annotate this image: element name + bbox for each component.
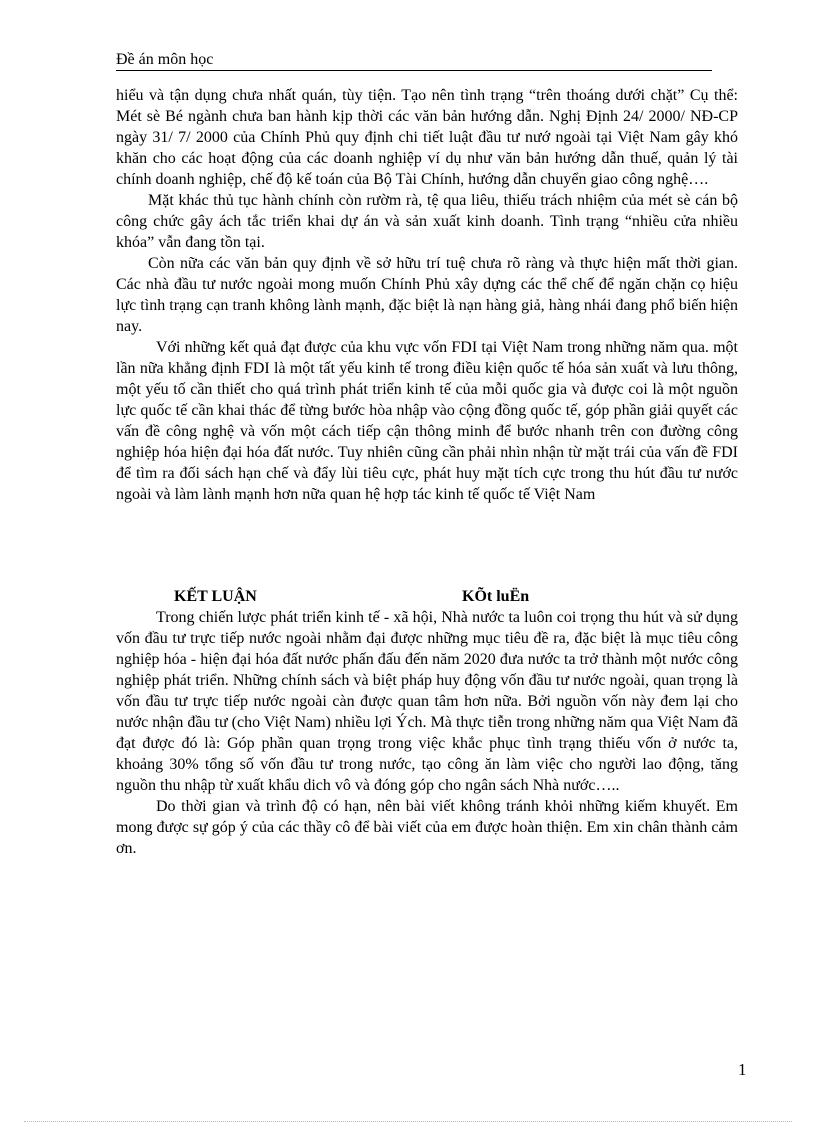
paragraph-1: hiểu và tận dụng chưa nhất quán, tùy tiện. Tạo nên tình trạng “trên thoáng dưới chặt” Cụ thể: Mét sè Bé ngành chưa ban hành kịp thời các văn bản hướng dẫn. Nghị Định 24/ 2000/ NĐ-CP ngày 31/ 7/ 2000 của Chính Phủ quy định chi tiết luật đầu tư nướ ngoài tại Việt Nam gây khó khăn cho các hoạt động của các doanh nghiệp ví dụ như văn bản hướng dẫn thuế, quản lý tài chính doanh nghiệp, chế độ kế toán của Bộ Tài Chính, hướng dẫn chuyển giao công nghệ…. <box>116 87 738 188</box>
conclusion-heading: KẾT LUẬN <box>174 588 257 605</box>
conclusion-heading-row <box>116 587 738 607</box>
document-title: Đề án môn học <box>116 51 214 68</box>
paragraph-4: Với những kết quả đạt được của khu vực vốn FDI tại Việt Nam trong những năm qua. một lần nữa khẳng định FDI là một tất yếu kinh tế trong điều kiện quốc tế hóa sản xuất và lưu thông, một yếu tố cần thiết cho quá trình phát triển kinh tế của mỗi quốc gia và được coi là một nguồn lực quốc tế cần khai thác để từng bước hòa nhập vào cộng đồng quốc tế, góp phần giải quyết các vấn đề công nghệ và vốn một cách tiếp cận thông minh để bước nhanh trên con đường công nghiệp hóa hiện đại hóa đất nước. Tuy nhiên cũng cần phải nhìn nhận từ mặt trái của vấn đề FDI để tìm ra đối sách hạn chế và đẩy lùi tiêu cực, phát huy mặt tích cực trong thu hút đầu tư nước ngoài và làm lành mạnh hơn nữa quan hệ hợp tác kinh tế quốc tế Việt Nam <box>116 339 738 503</box>
paragraph-2: Mặt khác thủ tục hành chính còn rườm rà, tệ qua liêu, thiếu trách nhiệm của mét sè cán bộ công chức gây ách tắc triển khai dự án và sản xuất kinh doanh. Tình trạng “nhiều cửa nhiều khóa” vẫn đang tồn tại. <box>116 192 738 251</box>
document-body <box>116 85 738 859</box>
page-header <box>116 50 712 71</box>
conclusion-paragraph-2: Do thời gian và trình độ có hạn, nên bài viết không tránh khỏi những kiếm khuyết. Em mong được sự góp ý của các thầy cô để bài viết của em được hoàn thiện. Em xin chân thành cảm ơn. <box>116 798 738 857</box>
page-number: 1 <box>738 1060 747 1079</box>
paragraph-3: Còn nữa các văn bản quy định về sở hữu trí tuệ chưa rõ ràng và thực hiện mất thời gian. Các nhà đầu tư nước ngoài mong muốn Chính Phủ xây dựng các thể chế để ngăn chặn cọ hiệu lực tình trạng cạn tranh không lành mạnh, đặc biệt là nạn hàng giả, hàng nhái đang phổ biến hiện nay. <box>116 255 738 335</box>
conclusion-heading-legacy-font: KÕt luËn <box>462 588 530 605</box>
conclusion-paragraph-1: Trong chiến lược phát triển kinh tế - xã hội, Nhà nước ta luôn coi trọng thu hút và sử dụng vốn đầu tư trực tiếp nước ngoài nhằm đại được những mục tiêu đề ra, đặc biệt là mục tiêu công nghiệp hóa - hiện đại hóa đất nước phấn đấu đến năm 2020 đưa nước ta trở thành một nước công nghiệp phát triển. Những chính sách và biệt pháp huy động vốn đầu tư nước ngoài, quan trọng là vốn đầu tư trực tiếp nước ngoài càn được quan tâm hơn nữa. Bởi nguồn vốn này đem lại cho nước nhận đầu tư (cho Việt Nam) nhiều lợi Ých. Mà thực tiễn trong những năm qua Việt Nam đã đạt được đó là: Góp phần quan trọng trong việc khắc phục tình trạng thiếu vốn ở nước ta, khoảng 30% tổng số vốn đầu tư trong nước, tạo công ăn làm việc cho người lao động, tăng nguồn thu nhập từ xuất khẩu dich vô và đóng góp cho ngân sách Nhà nước….. <box>116 609 738 794</box>
section-spacer <box>116 505 738 587</box>
page-bottom-divider <box>24 1121 792 1122</box>
